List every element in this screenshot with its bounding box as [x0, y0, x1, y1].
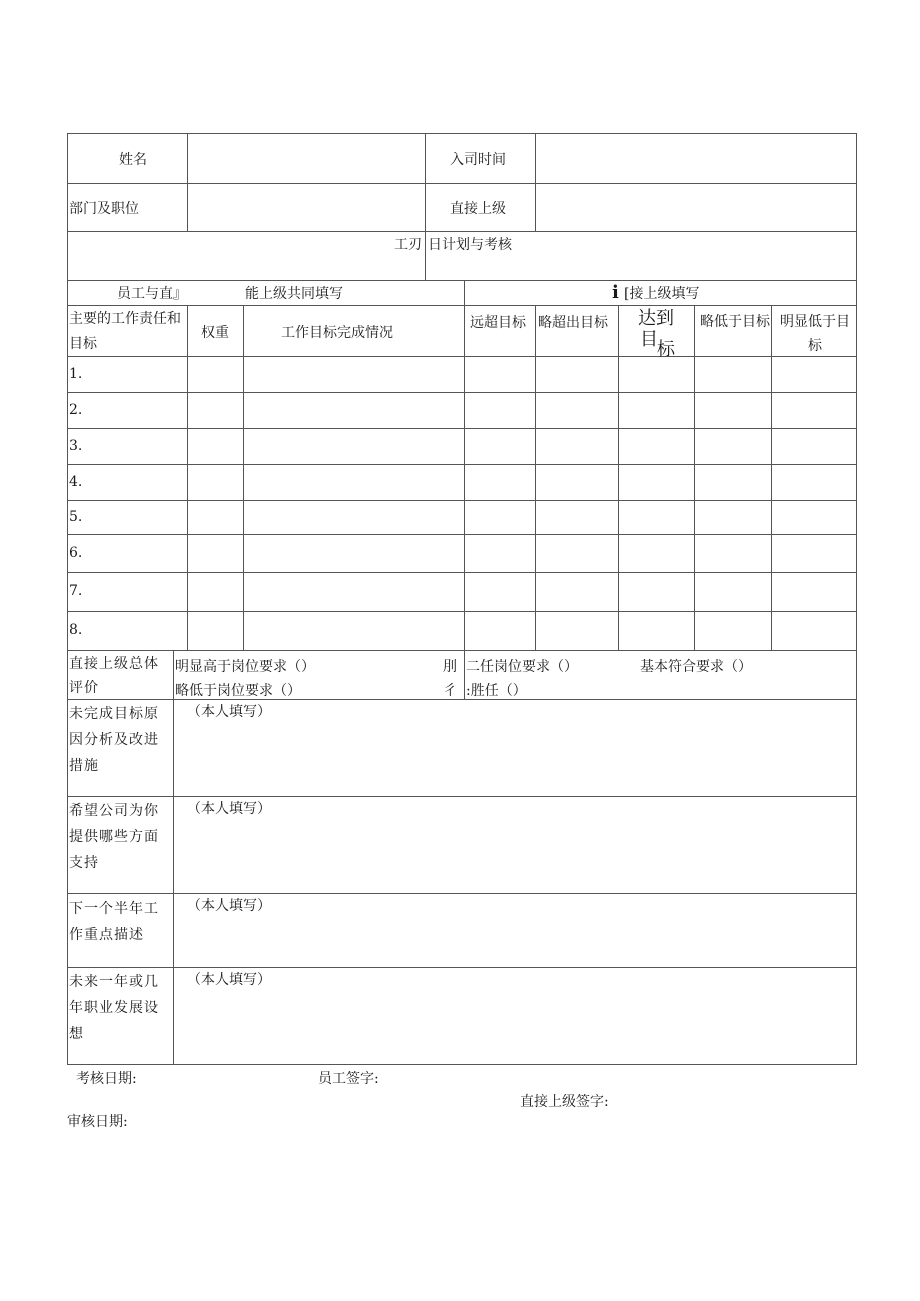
row-number: 4.: [69, 474, 83, 490]
audit-date-label: 审核日期:: [67, 1114, 128, 1130]
rule: [67, 133, 857, 134]
section-label: 未完成目标原因分析及改进措施: [69, 706, 159, 774]
review-date-label: 考核日期:: [76, 1071, 137, 1087]
col-completion: 工作目标完成情况: [281, 325, 393, 341]
section-label: 希望公司为你提供哪些方面支持: [69, 803, 159, 871]
overall-mid-mark: 彳: [443, 683, 457, 699]
rule: [67, 796, 857, 797]
section-input[interactable]: [175, 819, 855, 891]
rule: [67, 305, 857, 306]
rule: [67, 534, 857, 535]
col-meet-line2a: 目: [640, 329, 658, 350]
rule: [187, 305, 188, 650]
fill-by-joint-b: 能上级共同填写: [245, 286, 343, 302]
col-far-exceed: 远超目标: [470, 315, 526, 331]
row-number: 6.: [69, 545, 83, 561]
section-hint: （本人填写）: [187, 898, 271, 914]
join-date-field[interactable]: [537, 135, 855, 182]
col-weight: 权重: [201, 325, 229, 341]
rule: [67, 231, 857, 232]
name-field[interactable]: [189, 135, 424, 182]
rule: [67, 392, 857, 393]
section-input[interactable]: [175, 916, 855, 965]
rule: [67, 893, 857, 894]
rule: [535, 133, 536, 231]
row-number: 2.: [69, 402, 83, 418]
rule: [856, 133, 857, 1065]
rule: [67, 611, 857, 612]
row-number: 7.: [69, 583, 83, 599]
rule: [67, 650, 857, 651]
section-hint: （本人填写）: [187, 972, 271, 988]
section-title-part2: 日计划与考核: [428, 237, 512, 253]
fill-by-supervisor: [接上级填写: [624, 286, 700, 302]
rule: [618, 305, 619, 650]
section-title-part1: 工刃: [394, 237, 422, 253]
supervisor-field[interactable]: [537, 185, 855, 230]
dept-label: 部门及职位: [69, 201, 139, 217]
rule: [771, 305, 772, 650]
supervisor-sign-label: 直接上级签字:: [520, 1094, 609, 1110]
fill-by-joint-a: 员工与直』: [117, 286, 187, 302]
section-hint: （本人填写）: [187, 801, 271, 817]
rule: [173, 650, 174, 1065]
row-number: 1.: [69, 366, 83, 382]
col-far-below: 明显低于目标: [780, 314, 850, 354]
rule: [464, 280, 465, 305]
overall-option[interactable]: :胜任（）: [466, 683, 527, 699]
overall-option[interactable]: 略低于岗位要求（）: [175, 683, 301, 699]
overall-option[interactable]: 二任岗位要求（）: [466, 659, 578, 675]
section-hint: （本人填写）: [187, 704, 271, 720]
rule: [67, 572, 857, 573]
col-meet-line2b: 标: [657, 339, 675, 360]
overall-label: 直接上级总体评价: [69, 656, 159, 696]
overall-mid-mark: 刖: [443, 659, 457, 675]
rule: [535, 305, 536, 650]
name-label: 姓名: [119, 152, 147, 168]
rule: [67, 280, 857, 281]
dept-field[interactable]: [189, 185, 424, 230]
join-date-label: 入司时间: [450, 152, 506, 168]
rule: [67, 428, 857, 429]
rule: [243, 305, 244, 650]
supervisor-label: 直接上级: [450, 201, 506, 217]
col-slightly-exceed: 略超出目标: [538, 315, 608, 331]
rule: [67, 133, 68, 1065]
rule: [187, 133, 188, 231]
row-number: 5.: [69, 509, 83, 525]
col-duty: 主要的工作责任和目标: [69, 311, 181, 352]
rule: [464, 305, 465, 699]
overall-option[interactable]: 基本符合要求（）: [640, 659, 752, 675]
row-number: 8.: [69, 622, 83, 638]
section-label: 下一个半年工作重点描述: [69, 901, 159, 943]
section-input[interactable]: [175, 990, 855, 1062]
rule: [425, 133, 426, 231]
rule: [67, 183, 857, 184]
rule: [67, 356, 857, 357]
row-number: 3.: [69, 438, 83, 454]
rule: [67, 500, 857, 501]
rule: [67, 464, 857, 465]
rule: [67, 1064, 857, 1065]
rule: [67, 967, 857, 968]
overall-option[interactable]: 明显高于岗位要求（）: [175, 659, 315, 675]
rule: [694, 305, 695, 650]
rule: [425, 231, 426, 280]
col-slightly-below: 略低于目标: [700, 314, 770, 330]
section-label: 未来一年或几年职业发展设想: [69, 974, 159, 1042]
col-meet-line1: 达到: [638, 308, 674, 329]
fill-by-marker: i: [612, 282, 619, 303]
employee-sign-label: 员工签字:: [318, 1071, 379, 1087]
section-input[interactable]: [175, 722, 855, 794]
